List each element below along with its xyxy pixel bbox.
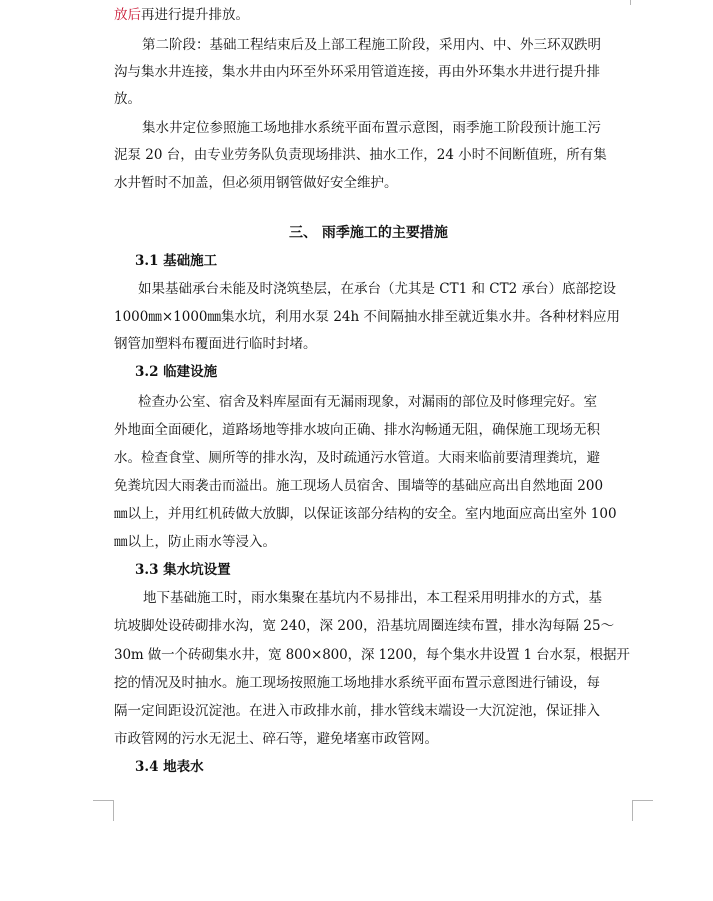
highlighted-text: 放后 [114,7,141,23]
paragraph-line: ㎜以上，并用红机砖做大放脚，以保证该部分结构的安全。室内地面应高出室外 100 [114,506,617,522]
paragraph-line: 免粪坑因大雨袭击而溢出。施工现场人员宿舍、围墙等的基础应高出自然地面 200 [114,478,604,494]
paragraph-line: 地下基础施工时，雨水集聚在基坑内不易排出，本工程采用明排水的方式，基 [143,590,602,606]
text-run: 再进行提升排放。 [141,7,249,23]
paragraph-line: 检查办公室、宿舍及料库屋面有无漏雨现象，对漏雨的部位及时修理完好。室 [138,394,597,410]
paragraph-line: 第二阶段：基础工程结束后及上部工程施工阶段，采用内、中、外三环双跌明 [142,37,601,53]
subsection-title: 3.2 临建设施 [135,364,218,380]
paragraph-line: 水。检查食堂、厕所等的排水沟，及时疏通污水管道。大雨来临前要清理粪坑，避 [114,450,600,466]
subsection-title: 3.3 集水坑设置 [135,562,231,578]
paragraph-line: 市政管网的污水无泥土、碎石等，避免堵塞市政管网。 [114,731,438,747]
paragraph-line: 外地面全面硬化，道路场地等排水坡向正确、排水沟畅通无阻，确保施工现场无积 [114,422,600,438]
subsection-title: 3.1 基础施工 [135,253,218,269]
paragraph-line: 放。 [114,91,141,107]
paragraph-line: 如果基础承台未能及时浇筑垫层，在承台（尤其是 CT1 和 CT2 承台）底部挖设 [138,281,617,297]
paragraph-line: 水井暂时不加盖，但必须用钢管做好安全维护。 [114,175,398,191]
paragraph-line: ㎜以上，防止雨水等浸入。 [114,534,276,550]
paragraph-line: 挖的情况及时抽水。施工现场按照施工场地排水系统平面布置示意图进行铺设，每 [114,675,600,691]
paragraph-line: 30m 做一个砖砌集水井，宽 800×800，深 1200，每个集水井设置 1 台水泵，根据开 [114,647,630,663]
crop-mark-bottom-left [93,800,114,821]
section-title: 三、 雨季施工的主要措施 [289,225,448,241]
crop-mark-bottom-right [632,800,653,821]
paragraph-line: 1000㎜×1000㎜集水坑，利用水泵 24h 不间隔抽水排至就近集水井。各种材料应用 [114,309,620,325]
paragraph-line: 泥泵 20 台，由专业劳务队负责现场排洪、抽水工作，24 小时不间断值班，所有集 [114,147,607,163]
crop-mark-top-right [630,0,651,5]
paragraph-line: 沟与集水井连接，集水井由内环至外环采用管道连接，再由外环集水井进行提升排 [114,64,600,80]
paragraph-line: 钢管加塑料布覆面进行临时封堵。 [114,336,317,352]
paragraph-line: 坑坡脚处设砖砌排水沟，宽 240，深 200，沿基坑周圈连续布置，排水沟每隔 25～ [114,618,615,634]
paragraph-line [114,6,249,24]
paragraph-line: 集水井定位参照施工场地排水系统平面布置示意图，雨季施工阶段预计施工污 [142,120,601,136]
subsection-title: 3.4 地表水 [135,759,204,775]
paragraph-line: 隔一定间距设沉淀池。在进入市政排水前，排水管线末端设一大沉淀池，保证排入 [114,703,600,719]
